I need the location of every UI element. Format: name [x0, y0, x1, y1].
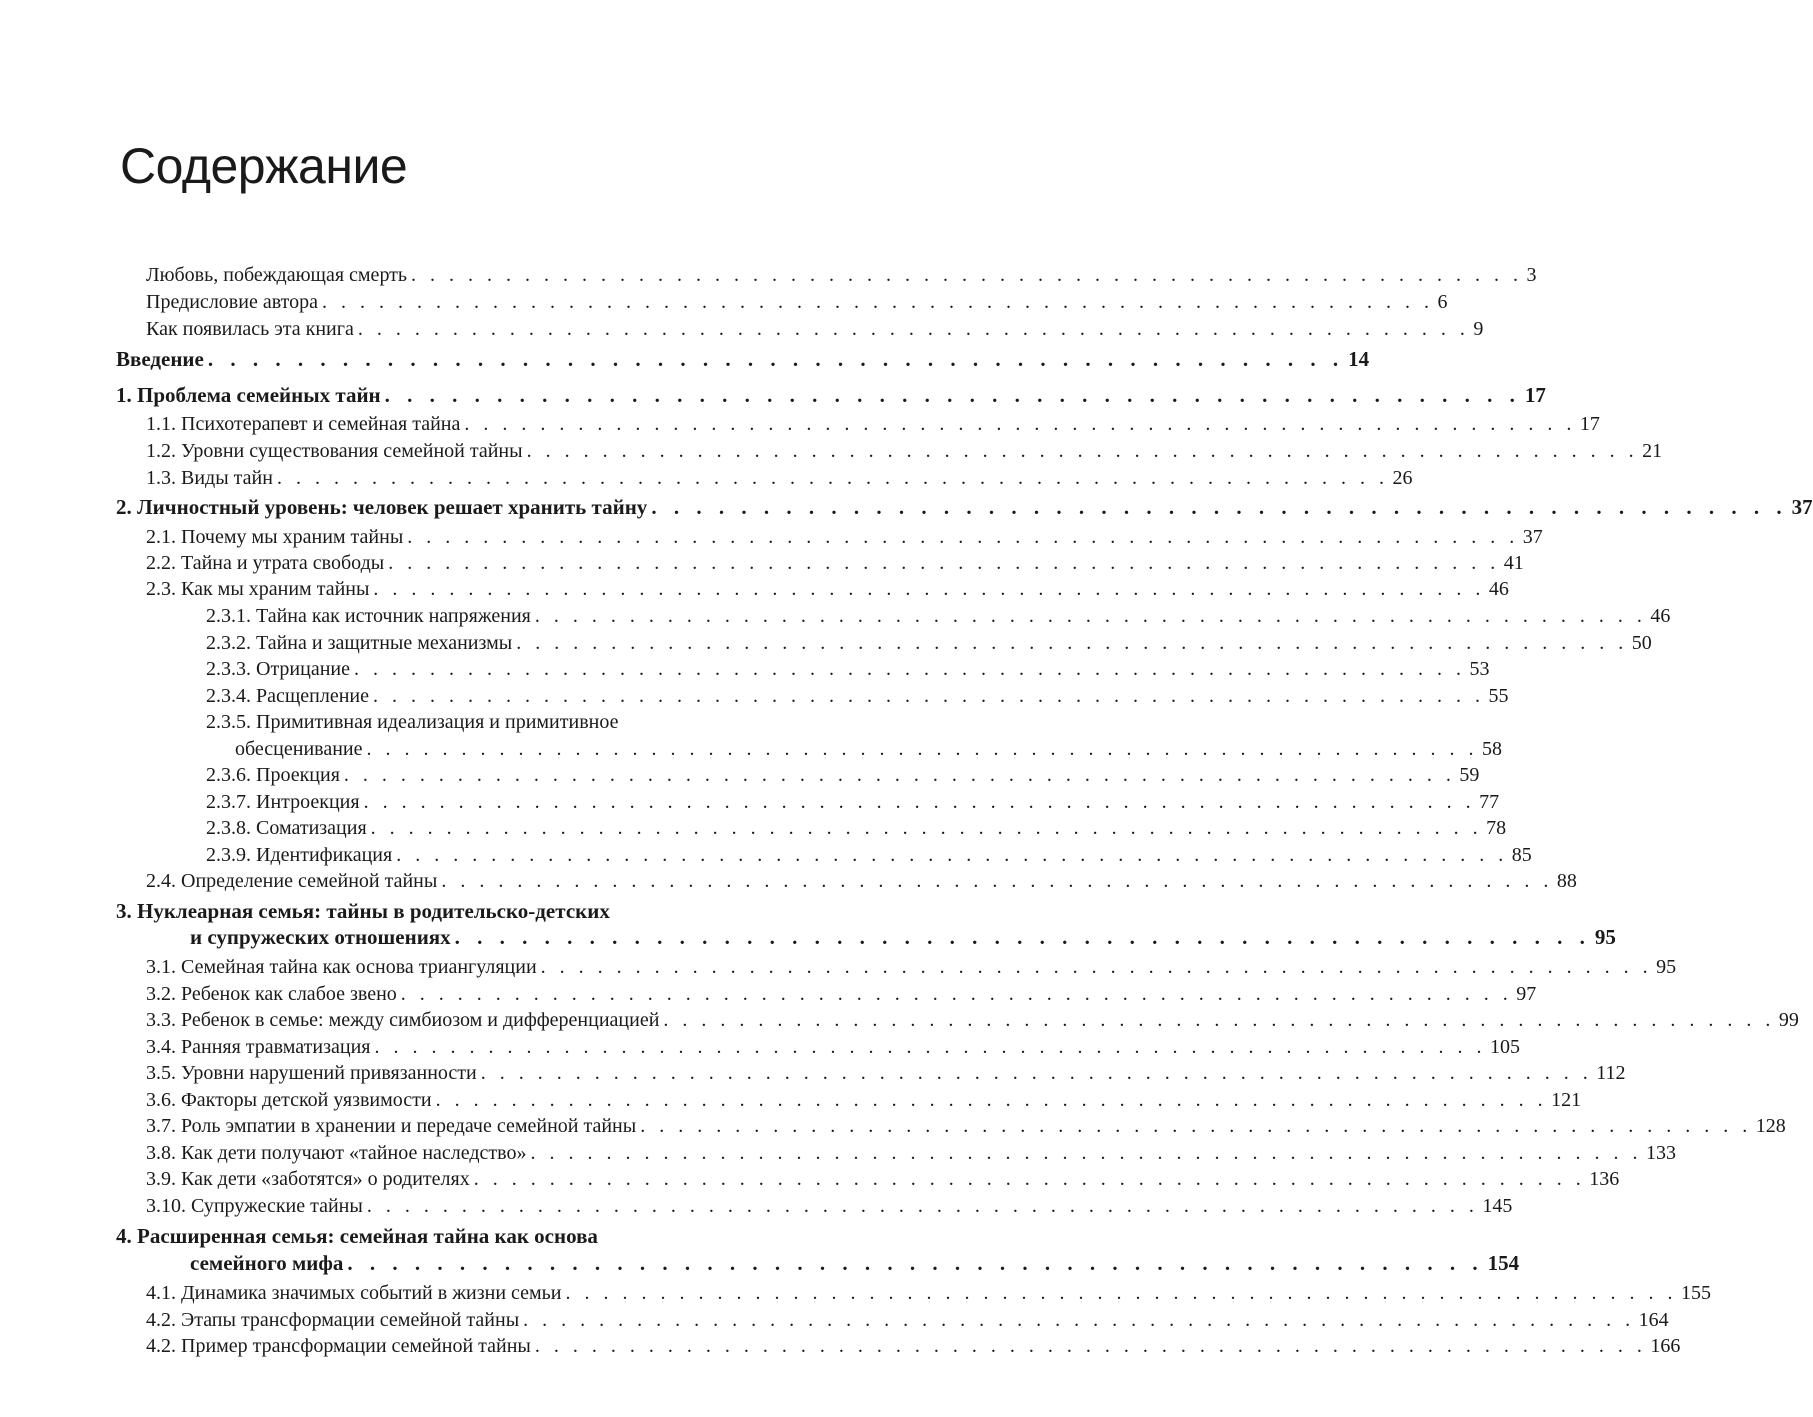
- dot-leader: . . . . . . . . . . . . . . . . . . . . . . . . . . . . . . . . . . . . . . . . . . . . . . . . . . . . . . . . . . .: [374, 1036, 1486, 1058]
- toc-entry-title: Любовь, побеждающая смерть: [146, 262, 411, 289]
- toc-entry: [0, 1280, 1711, 1307]
- toc-entry-title: 4.2. Пример трансформации семейной тайны: [146, 1333, 535, 1360]
- dot-leader: . . . . . . . . . . . . . . . . . . . . . . . . . . . . . . . . . . . . . . . . . . . . . . . . . . . . . . . . . . .: [373, 578, 1485, 600]
- dot-leader: . . . . . . . . . . . . . . . . . . . . . . . . . . . . . . . . . . . . . . . . . . . . . . . . . . . . . . . . . . .: [276, 467, 1389, 489]
- toc-entry-page: 9: [1473, 318, 1484, 340]
- toc-entry-title: 4.1. Динамика значимых событий в жизни семьи: [146, 1280, 566, 1307]
- toc-entry-title: 2.4. Определение семейной тайны: [146, 868, 441, 895]
- toc-chapter-line1: [0, 898, 958, 925]
- dot-leader: . . . . . . . . . . . . . . . . . . . . . . . . . . . . . . . . . . . . . . . . . . . . . . . . . . . . . . . . . . .: [411, 264, 1523, 286]
- toc-entry-page: 164: [1638, 1309, 1669, 1331]
- dot-leader: . . . . . . . . . . . . . . . . . . . . . . . . . . . . . . . . . . . . . . . . . . . . . . . . . . . . . . . . . . .: [370, 817, 1483, 839]
- toc-entry-title: 3.7. Роль эмпатии в хранении и передаче семейной тайны: [146, 1113, 640, 1140]
- toc-entry-page: 112: [1596, 1062, 1626, 1084]
- dot-leader: . . . . . . . . . . . . . . . . . . . . . . . . . . . . . . . . . . . . . . . . . . . . . . . . . . . . . . . . . . .: [526, 440, 1639, 462]
- toc-entry-page: 17: [1579, 413, 1600, 435]
- toc-entry: [0, 465, 1413, 492]
- toc-entry-page: 14: [1348, 347, 1370, 371]
- dot-leader: . . . . . . . . . . . . . . . . . . . . . . . . . . . . . . . . . . . . . . . . . . . . . . . . . . . . . . . . . . .: [354, 658, 1466, 680]
- toc-entry-page: 58: [1482, 738, 1502, 760]
- toc-entry: [0, 683, 1509, 710]
- toc-entry: [0, 981, 1537, 1008]
- toc-entry-title: 3.1. Семейная тайна как основа триангуляции: [146, 954, 541, 981]
- toc-entry: [0, 550, 1524, 577]
- toc-entry-page: 17: [1524, 383, 1546, 407]
- dot-leader: . . . . . . . . . . . . . . . . . . . . . . . . . . . . . . . . . . . . . . . . . . . . . . . . . . . . . . . . . . .: [663, 1009, 1775, 1031]
- toc-entry-page: 77: [1479, 791, 1500, 813]
- toc-entry-title: 2. Личностный уровень: человек решает хранить тайну: [116, 494, 651, 521]
- toc-entry: [0, 868, 1577, 895]
- toc-entry: [0, 1007, 1799, 1034]
- toc-chapter: [0, 924, 1616, 951]
- dot-leader: . . . . . . . . . . . . . . . . . . . . . . . . . . . . . . . . . . . . . . . . . . . . . . . . . . . . . . . . . . .: [373, 685, 1485, 707]
- toc-entry: [0, 289, 1448, 316]
- toc-entry-title: 2.3.6. Проекция: [206, 762, 344, 789]
- toc-entry-page: 37: [1522, 526, 1543, 548]
- toc-entry: [0, 1087, 1582, 1114]
- toc-entry-page: 85: [1511, 844, 1532, 866]
- dot-leader: . . . . . . . . . . . . . . . . . . . . . . . . . . . . . . . . . . . . . . . . . . . . . . . . . . . . . . . . . . .: [534, 1335, 1647, 1357]
- dot-leader: . . . . . . . . . . . . . . . . . . . . . . . . . . . . . . . . . . . . . . . . . . . . . . . . . . . . . . . . . . .: [480, 1062, 1593, 1084]
- dot-leader: . . . . . . . . . . . . . . . . . . . . . . . . . . . . . . . . . . . . . . . . . . . . . . . . . . .: [207, 347, 1345, 371]
- toc-entry-title: 3.6. Факторы детской уязвимости: [146, 1087, 436, 1114]
- dot-leader: . . . . . . . . . . . . . . . . . . . . . . . . . . . . . . . . . . . . . . . . . . . . . . . . . . . . . . . . . . .: [366, 1195, 1479, 1217]
- toc-entry-title: 4. Расширенная семья: семейная тайна как основа: [116, 1224, 598, 1248]
- dot-leader: . . . . . . . . . . . . . . . . . . . . . . . . . . . . . . . . . . . . . . . . . . . . . . . . . . . . . . . . . . .: [363, 791, 1476, 813]
- dot-leader: . . . . . . . . . . . . . . . . . . . . . . . . . . . . . . . . . . . . . . . . . . . . . . . . . . . . . . . . . . .: [407, 526, 1519, 548]
- toc-entry: [0, 815, 1507, 842]
- dot-leader: . . . . . . . . . . . . . . . . . . . . . . . . . . . . . . . . . . . . . . . . . . . . . . . . . . .: [347, 1251, 1484, 1275]
- toc-entry-title: 1.3. Виды тайн: [146, 465, 277, 492]
- toc-entry-title: 2.3.9. Идентификация: [206, 842, 396, 869]
- toc-chapter: [0, 494, 1813, 521]
- dot-leader: . . . . . . . . . . . . . . . . . . . . . . . . . . . . . . . . . . . . . . . . . . . . . . . . . . .: [454, 925, 1591, 949]
- toc-entry: [0, 789, 1500, 816]
- dot-leader: . . . . . . . . . . . . . . . . . . . . . . . . . . . . . . . . . . . . . . . . . . . . . . . . . . .: [651, 495, 1788, 519]
- toc-entry: [0, 762, 1480, 789]
- toc-entry: [0, 954, 1677, 981]
- dot-leader: . . . . . . . . . . . . . . . . . . . . . . . . . . . . . . . . . . . . . . . . . . . . . . . . . . . . . . . . . . .: [530, 1142, 1642, 1164]
- toc-entry-page: 128: [1755, 1115, 1786, 1137]
- toc-entry-title: 2.1. Почему мы храним тайны: [146, 524, 407, 551]
- toc-entry-page: 21: [1642, 440, 1663, 462]
- toc-entry-title: 3.4. Ранняя травматизация: [146, 1034, 374, 1061]
- toc-entry-page: 99: [1778, 1009, 1799, 1031]
- toc-entry-title: 1.2. Уровни существования семейной тайны: [146, 438, 527, 465]
- toc-chapter-line1: [0, 1223, 958, 1250]
- toc-entry: [0, 1307, 1669, 1334]
- toc-entry-page: 55: [1488, 685, 1509, 707]
- toc-entry-page: 37: [1791, 495, 1813, 519]
- toc-entry-page: 121: [1551, 1089, 1582, 1111]
- toc-entry-page: 136: [1589, 1168, 1620, 1190]
- toc-entry-page: 95: [1656, 956, 1677, 978]
- toc-chapter: [0, 382, 1546, 409]
- toc-entry-page: 59: [1459, 764, 1480, 786]
- toc-entry-title: 2.3.1. Тайна как источник напряжения: [206, 603, 535, 630]
- toc-entry: [0, 1333, 1681, 1360]
- dot-leader: . . . . . . . . . . . . . . . . . . . . . . . . . . . . . . . . . . . . . . . . . . . . . . . . . . . . . . . . . . .: [343, 764, 1456, 786]
- toc-entry-page: 133: [1645, 1142, 1676, 1164]
- toc-entry: [0, 262, 1537, 289]
- toc-entry: [0, 438, 1663, 465]
- toc-entry-title-cont: обесценивание: [235, 736, 367, 763]
- toc-entry: [0, 1060, 1626, 1087]
- toc-entry: [0, 842, 1532, 869]
- toc-entry: [0, 736, 1502, 763]
- toc-entry-title: 3.9. Как дети «заботятся» о родителях: [146, 1166, 474, 1193]
- toc-entry-page: 105: [1489, 1036, 1520, 1058]
- dot-leader: . . . . . . . . . . . . . . . . . . . . . . . . . . . . . . . . . . . . . . . . . . . . . . . . . . . . . . . . . . .: [435, 1089, 1548, 1111]
- dot-leader: . . . . . . . . . . . . . . . . . . . . . . . . . . . . . . . . . . . . . . . . . . . . . . . . . . . . . . . . . . .: [473, 1168, 1586, 1190]
- toc-entry: [0, 1140, 1676, 1167]
- toc-entry-page: 6: [1437, 291, 1448, 313]
- toc-entry-title-cont: и супружеских отношениях: [190, 924, 455, 951]
- toc-entry-title: 3.10. Супружеские тайны: [146, 1193, 367, 1220]
- toc-entry-title: Как появилась эта книга: [146, 316, 358, 343]
- dot-leader: . . . . . . . . . . . . . . . . . . . . . . . . . . . . . . . . . . . . . . . . . . . . . . . . . . . . . . . . . . .: [534, 605, 1647, 627]
- toc-entry: [0, 524, 1543, 551]
- toc-entry-title-cont: семейного мифа: [190, 1250, 347, 1277]
- toc-entry-title: 1.1. Психотерапевт и семейная тайна: [146, 411, 464, 438]
- toc-entry-page: 154: [1487, 1251, 1520, 1275]
- toc-entry-title: Введение: [116, 346, 208, 373]
- dot-leader: . . . . . . . . . . . . . . . . . . . . . . . . . . . . . . . . . . . . . . . . . . . . . . . . . . . . . . . . . . .: [516, 632, 1628, 654]
- toc-chapter: [0, 346, 1370, 373]
- dot-leader: . . . . . . . . . . . . . . . . . . . . . . . . . . . . . . . . . . . . . . . . . . . . . . . . . . . . . . . . . . .: [441, 870, 1553, 892]
- dot-leader: . . . . . . . . . . . . . . . . . . . . . . . . . . . . . . . . . . . . . . . . . . . . . . . . . . . . . . . . . . .: [565, 1282, 1677, 1304]
- toc-entry: [0, 1193, 1513, 1220]
- toc-entry: [0, 316, 1484, 343]
- toc-entry-page: 53: [1469, 658, 1490, 680]
- dot-leader: . . . . . . . . . . . . . . . . . . . . . . . . . . . . . . . . . . . . . . . . . . . . . . . . . . . . . . . . . . .: [357, 318, 1470, 340]
- dot-leader: . . . . . . . . . . . . . . . . . . . . . . . . . . . . . . . . . . . . . . . . . . . . . . . . . . . . . . . . . . .: [366, 738, 1478, 760]
- toc-entry-title: 3.3. Ребенок в семье: между симбиозом и дифференциацией: [146, 1007, 663, 1034]
- toc-entry-title: 2.2. Тайна и утрата свободы: [146, 550, 388, 577]
- toc-entry-title: 2.3. Как мы храним тайны: [146, 576, 373, 603]
- toc-entry-title: 2.3.8. Соматизация: [206, 815, 371, 842]
- dot-leader: . . . . . . . . . . . . . . . . . . . . . . . . . . . . . . . . . . . . . . . . . . . . . . . . . . .: [384, 383, 1521, 407]
- toc-chapter: [0, 1250, 1520, 1277]
- toc-entry-page: 46: [1488, 578, 1509, 600]
- toc-entry-title: 4.2. Этапы трансформации семейной тайны: [146, 1307, 523, 1334]
- toc-entry-page: 3: [1526, 264, 1537, 286]
- toc-entry-title: 2.3.4. Расщепление: [206, 683, 373, 710]
- toc-entry-title: 2.3.3. Отрицание: [206, 656, 354, 683]
- dot-leader: . . . . . . . . . . . . . . . . . . . . . . . . . . . . . . . . . . . . . . . . . . . . . . . . . . . . . . . . . . .: [388, 552, 1500, 574]
- toc-entry-title: 2.3.5. Примитивная идеализация и примитивное: [206, 711, 619, 733]
- toc-entry-title: 2.3.7. Интроекция: [206, 789, 364, 816]
- toc-entry: [0, 1113, 1786, 1140]
- toc-entry-title: 3.8. Как дети получают «тайное наследство»: [146, 1140, 530, 1167]
- toc-entry: [0, 1166, 1620, 1193]
- dot-leader: . . . . . . . . . . . . . . . . . . . . . . . . . . . . . . . . . . . . . . . . . . . . . . . . . . . . . . . . . . .: [464, 413, 1576, 435]
- toc-entry-page: 88: [1556, 870, 1577, 892]
- toc-entry: [0, 576, 1509, 603]
- toc-entry-title: 1. Проблема семейных тайн: [116, 382, 385, 409]
- dot-leader: . . . . . . . . . . . . . . . . . . . . . . . . . . . . . . . . . . . . . . . . . . . . . . . . . . . . . . . . . . .: [400, 983, 1513, 1005]
- dot-leader: . . . . . . . . . . . . . . . . . . . . . . . . . . . . . . . . . . . . . . . . . . . . . . . . . . . . . . . . . . .: [523, 1309, 1635, 1331]
- toc-entry-page: 155: [1681, 1282, 1711, 1304]
- dot-leader: . . . . . . . . . . . . . . . . . . . . . . . . . . . . . . . . . . . . . . . . . . . . . . . . . . . . . . . . . . .: [640, 1115, 1752, 1137]
- toc-entry-page: 145: [1482, 1195, 1513, 1217]
- toc-entry: [0, 1034, 1520, 1061]
- toc-entry-page: 97: [1516, 983, 1537, 1005]
- dot-leader: . . . . . . . . . . . . . . . . . . . . . . . . . . . . . . . . . . . . . . . . . . . . . . . . . . . . . . . . . . .: [540, 956, 1653, 978]
- toc-entry: [0, 656, 1490, 683]
- toc-entry-page: 166: [1650, 1335, 1681, 1357]
- toc-entry-title: 3.2. Ребенок как слабое звено: [146, 981, 401, 1008]
- toc-entry-title: 3.5. Уровни нарушений привязанности: [146, 1060, 481, 1087]
- toc-entry: [0, 603, 1671, 630]
- toc-entry-line1: [0, 709, 958, 736]
- toc-entry-page: 78: [1486, 817, 1507, 839]
- toc-entry-title: 2.3.2. Тайна и защитные механизмы: [206, 630, 516, 657]
- toc-entry-page: 26: [1392, 467, 1413, 489]
- toc-entry: [0, 630, 1652, 657]
- toc-entry-page: 46: [1650, 605, 1671, 627]
- toc-entry-page: 95: [1594, 925, 1616, 949]
- toc-entry-title: Предисловие автора: [146, 289, 322, 316]
- toc-entry-page: 50: [1631, 632, 1652, 654]
- toc-entry-page: 41: [1503, 552, 1524, 574]
- toc-entry: [0, 411, 1600, 438]
- dot-leader: . . . . . . . . . . . . . . . . . . . . . . . . . . . . . . . . . . . . . . . . . . . . . . . . . . . . . . . . . . .: [396, 844, 1508, 866]
- toc-entry-title: 3. Нуклеарная семья: тайны в родительско-детских: [116, 899, 610, 923]
- page-title: Содержание: [120, 138, 408, 194]
- dot-leader: . . . . . . . . . . . . . . . . . . . . . . . . . . . . . . . . . . . . . . . . . . . . . . . . . . . . . . . . . . .: [322, 291, 1434, 313]
